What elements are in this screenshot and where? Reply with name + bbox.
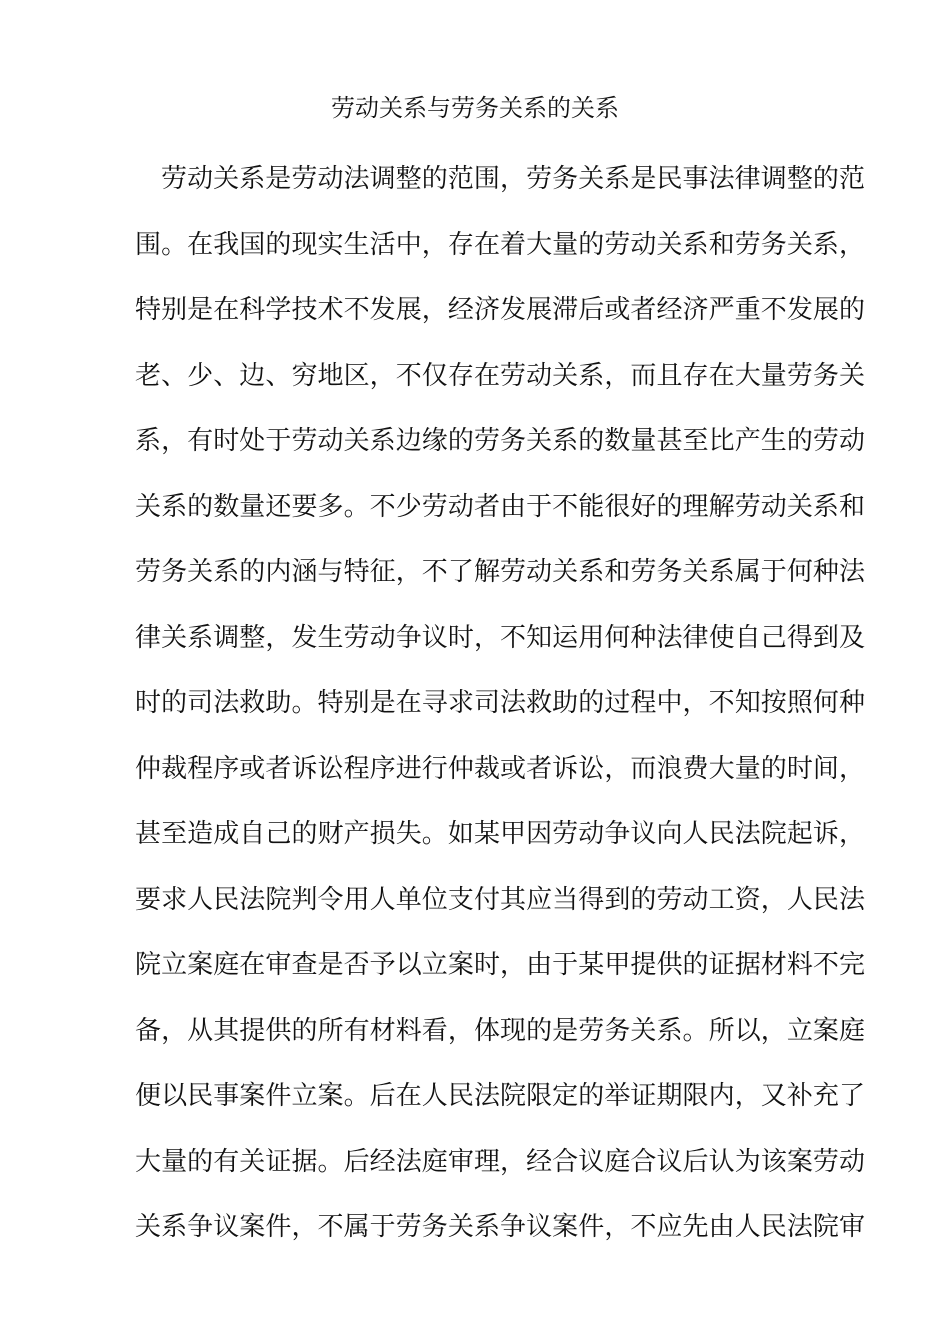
document-body (135, 147, 865, 1261)
body-line: 关系的数量还要多。不少劳动者由于不能很好的理解劳动关系和 (135, 491, 865, 522)
body-line: 劳动关系是劳动法调整的范围，劳务关系是民事法律调整的范 (161, 164, 865, 194)
body-line: 围。在我国的现实生活中，存在着大量的劳动关系和劳务关系， (135, 229, 865, 260)
body-line: 大量的有关证据。后经法庭审理，经合议庭合议后认为该案劳动 (135, 1146, 865, 1177)
body-line: 劳务关系的内涵与特征，不了解劳动关系和劳务关系属于何种法 (135, 557, 865, 587)
body-line: 律关系调整，发生劳动争议时，不知运用何种法律使自己得到及 (135, 622, 865, 653)
body-line: 关系争议案件，不属于劳务关系争议案件，不应先由人民法院审 (135, 1212, 865, 1242)
body-line: 院立案庭在审查是否予以立案时，由于某甲提供的证据材料不完 (135, 950, 865, 980)
body-line: 特别是在科学技术不发展，经济发展滞后或者经济严重不发展的 (135, 295, 865, 325)
body-line: 仲裁程序或者诉讼程序进行仲裁或者诉讼，而浪费大量的时间， (135, 753, 865, 784)
body-line: 便以民事案件立案。后在人民法院限定的举证期限内，又补充了 (135, 1081, 865, 1111)
body-line: 老、少、边、穷地区，不仅存在劳动关系，而且存在大量劳务关 (135, 360, 865, 391)
body-line: 备，从其提供的所有材料看，体现的是劳务关系。所以，立案庭 (135, 1015, 865, 1046)
body-line: 要求人民法院判令用人单位支付其应当得到的劳动工资，人民法 (135, 884, 865, 915)
body-line: 系，有时处于劳动关系边缘的劳务关系的数量甚至比产生的劳动 (135, 426, 865, 456)
body-line: 甚至造成自己的财产损失。如某甲因劳动争议向人民法院起诉， (135, 819, 865, 849)
document-title: 劳动关系与劳务关系的关系 (331, 94, 619, 122)
body-line: 时的司法救助。特别是在寻求司法救助的过程中，不知按照何种 (135, 688, 865, 718)
